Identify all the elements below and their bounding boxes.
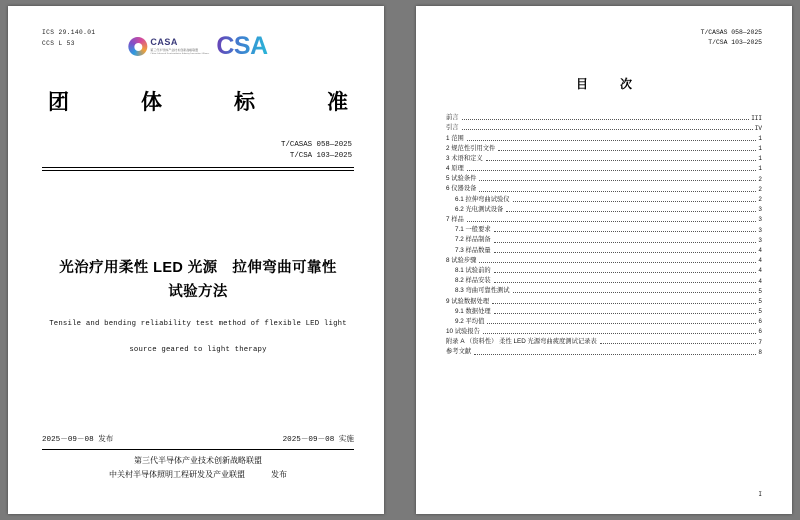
toc-entry-label: 10 试验报告 xyxy=(446,328,480,336)
toc-entry[interactable] xyxy=(446,193,762,203)
toc-entry-page: 2 xyxy=(758,185,762,193)
standard-code-casas: T/CASAS 058—2025 xyxy=(281,140,352,149)
toc-leader-dots xyxy=(494,231,757,232)
casa-text xyxy=(150,38,209,55)
toc-entry-page: 7 xyxy=(758,338,762,346)
toc-entry[interactable] xyxy=(446,142,762,152)
toc-entry-page: IV xyxy=(754,124,762,132)
issuer-line-2-row xyxy=(42,468,354,482)
document-title-cn-line2: 试验方法 xyxy=(168,284,228,301)
toc-leader-dots xyxy=(494,242,757,243)
toc-entry-label: 7.2 样品制备 xyxy=(455,236,491,244)
toc-leader-dots xyxy=(513,201,757,202)
contents-list xyxy=(446,112,762,357)
toc-entry-page: 3 xyxy=(758,206,762,214)
toc-leader-dots xyxy=(486,160,757,161)
toc-entry[interactable] xyxy=(446,275,762,285)
toc-entry-label: 6 仪器设备 xyxy=(446,185,477,193)
casa-subtitle-en: China Advanced Semiconductor Industry Innovation Alliance xyxy=(150,51,210,55)
divider-thick xyxy=(42,167,354,168)
issuer-block xyxy=(42,454,354,482)
toc-entry-label: 7.1 一般要求 xyxy=(455,226,491,234)
toc-code-casas: T/CASAS 058—2025 xyxy=(700,29,762,36)
toc-entry[interactable] xyxy=(446,234,762,244)
toc-entry[interactable] xyxy=(446,213,762,223)
title-char-1: 团 xyxy=(48,90,69,114)
casa-emblem-icon xyxy=(128,37,147,56)
document-title-block xyxy=(42,257,354,356)
cover-page xyxy=(8,6,384,514)
toc-entry-page: 6 xyxy=(758,318,762,326)
toc-entry-page: 6 xyxy=(758,328,762,336)
toc-leader-dots xyxy=(494,272,757,273)
toc-entry-label: 1 范围 xyxy=(446,134,464,142)
toc-entry[interactable] xyxy=(446,254,762,264)
toc-leader-dots xyxy=(479,180,756,181)
toc-entry[interactable] xyxy=(446,305,762,315)
issue-date: 2025－09－08 发布 xyxy=(42,436,114,444)
toc-standard-codes xyxy=(446,28,762,49)
toc-leader-dots xyxy=(474,354,756,355)
toc-leader-dots xyxy=(467,170,757,171)
toc-entry-page: 5 xyxy=(758,308,762,316)
toc-entry-label: 参考文献 xyxy=(446,348,472,356)
toc-entry-page: 1 xyxy=(758,155,762,163)
toc-entry-page: 4 xyxy=(758,246,762,254)
toc-entry[interactable] xyxy=(446,315,762,325)
toc-entry[interactable] xyxy=(446,132,762,142)
toc-leader-dots xyxy=(487,323,756,324)
divider-thin xyxy=(42,170,354,171)
toc-entry[interactable] xyxy=(446,152,762,162)
document-title-en-line1: Tensile and bending reliability test method of flexible LED light xyxy=(49,319,347,328)
page-number: I xyxy=(758,491,762,498)
casa-logo xyxy=(128,37,209,56)
contents-content xyxy=(446,28,762,498)
toc-entry[interactable] xyxy=(446,264,762,274)
toc-entry-page: 2 xyxy=(758,175,762,183)
toc-entry[interactable] xyxy=(446,336,762,346)
toc-leader-dots xyxy=(467,140,757,141)
toc-entry-label: 6.1 拉伸弯曲试验仪 xyxy=(455,195,510,203)
toc-entry-label: 9.1 数据处理 xyxy=(455,307,491,315)
document-title-en-line2: source geared to light therapy xyxy=(129,345,267,354)
toc-entry-label: 3 术语和定义 xyxy=(446,154,483,162)
toc-leader-dots xyxy=(462,119,750,120)
toc-entry[interactable] xyxy=(446,112,762,122)
toc-entry-label: 2 规范性引用文件 xyxy=(446,144,496,152)
toc-leader-dots xyxy=(513,292,757,293)
ccs-line: CCS L 53 xyxy=(42,39,75,47)
toc-entry-page: 1 xyxy=(758,145,762,153)
toc-entry-page: 5 xyxy=(758,287,762,295)
toc-leader-dots xyxy=(506,211,756,212)
toc-leader-dots xyxy=(467,221,757,222)
toc-entry[interactable] xyxy=(446,325,762,335)
toc-entry[interactable] xyxy=(446,295,762,305)
toc-entry-label: 附录 A （资料性） 柔性 LED 光源弯曲疲度测试记录表 xyxy=(446,338,597,346)
toc-entry-label: 9 试验数据处理 xyxy=(446,297,490,305)
standard-type-title xyxy=(42,86,354,116)
toc-entry-label: 4 原理 xyxy=(446,165,464,173)
toc-entry-page: 2 xyxy=(758,196,762,203)
standard-codes xyxy=(42,140,354,163)
toc-entry-page: 4 xyxy=(758,267,762,275)
toc-entry[interactable] xyxy=(446,173,762,183)
implement-date: 2025－09－08 实施 xyxy=(282,436,354,444)
date-row xyxy=(42,433,354,444)
title-char-2: 体 xyxy=(141,90,162,114)
issuer-suffix: 发布 xyxy=(271,470,287,479)
ics-line: ICS 29.140.01 xyxy=(42,29,96,36)
toc-entry[interactable] xyxy=(446,224,762,234)
toc-entry[interactable] xyxy=(446,183,762,193)
toc-leader-dots xyxy=(498,150,756,151)
toc-entry-label: 前言 xyxy=(446,114,459,122)
casa-name: CASA xyxy=(150,37,178,48)
casa-subtitle-cn: 第三代半导体产业技术创新战略联盟 xyxy=(150,47,199,52)
toc-entry-page: 3 xyxy=(758,236,762,244)
toc-leader-dots xyxy=(492,303,756,304)
issuer-line-2: 中关村半导体照明工程研发及产业联盟 xyxy=(109,470,245,479)
document-title-cn-line1: 光治疗用柔性 LED 光源 拉伸弯曲可靠性 xyxy=(59,260,337,277)
toc-leader-dots xyxy=(462,129,753,130)
toc-entry-label: 5 试验条件 xyxy=(446,175,477,183)
toc-leader-dots xyxy=(494,252,757,253)
toc-entry-label: 引言 xyxy=(446,124,459,132)
toc-entry[interactable] xyxy=(446,203,762,213)
toc-entry[interactable] xyxy=(446,244,762,254)
divider-bottom xyxy=(42,449,354,450)
toc-entry-page: 8 xyxy=(758,348,762,356)
issuer-line-1: 第三代半导体产业技术创新战略联盟 xyxy=(134,456,262,465)
toc-leader-dots xyxy=(479,191,756,192)
toc-entry-label: 7 样品 xyxy=(446,216,464,224)
csa-logo: CSA xyxy=(216,32,268,60)
toc-entry-label: 7.3 样品数量 xyxy=(455,246,491,254)
toc-entry-page: 1 xyxy=(758,165,762,173)
title-char-3: 标 xyxy=(234,90,255,114)
toc-entry-label: 6.2 光电测试设备 xyxy=(455,205,504,213)
title-char-4: 准 xyxy=(327,90,348,114)
toc-entry-page: 4 xyxy=(758,257,762,265)
toc-entry-label: 8.2 样品安装 xyxy=(455,277,491,285)
toc-leader-dots xyxy=(494,313,757,314)
toc-entry-page: 3 xyxy=(758,216,762,224)
contents-heading: 目 次 xyxy=(575,76,642,91)
toc-leader-dots xyxy=(479,262,756,263)
toc-entry-page: 4 xyxy=(758,277,762,285)
toc-entry-label: 9.2 平均值 xyxy=(455,317,485,325)
toc-entry[interactable] xyxy=(446,285,762,295)
standard-code-csa: T/CSA 103—2025 xyxy=(289,152,352,161)
toc-entry[interactable] xyxy=(446,346,762,356)
toc-entry-label: 8.1 试验前的 xyxy=(455,266,491,274)
contents-page xyxy=(416,6,792,514)
toc-entry-page: III xyxy=(751,114,762,122)
toc-entry[interactable] xyxy=(446,122,762,132)
logo-row xyxy=(128,34,267,59)
toc-leader-dots xyxy=(483,333,756,334)
cover-content xyxy=(42,28,354,496)
toc-leader-dots xyxy=(494,282,757,283)
toc-entry-label: 8 试验步骤 xyxy=(446,256,477,264)
toc-code-csa: T/CSA 103—2025 xyxy=(708,39,762,47)
toc-entry-page: 5 xyxy=(758,297,762,305)
toc-entry-page: 3 xyxy=(758,226,762,234)
toc-leader-dots xyxy=(600,343,757,344)
toc-entry[interactable] xyxy=(446,162,762,172)
toc-entry-label: 8.3 弯曲可靠性测试 xyxy=(455,287,510,295)
toc-entry-page: 1 xyxy=(758,134,762,142)
